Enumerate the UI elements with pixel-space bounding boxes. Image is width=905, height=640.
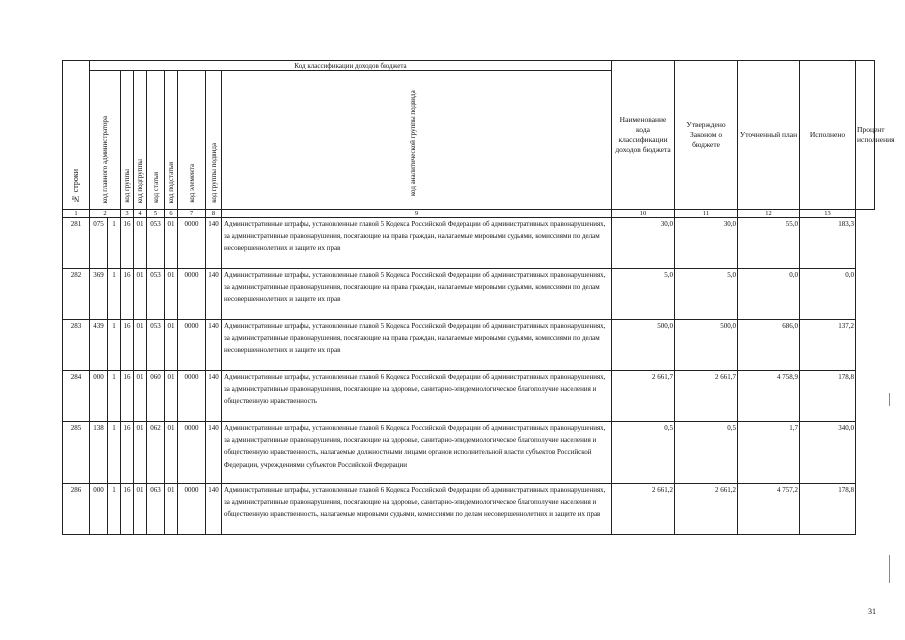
- executed-amount: 55,0: [738, 218, 800, 269]
- income-name: Административные штрафы, установленные главой 6 Кодекса Российской Федерации об административных правонарушениях, за административные правонарушения, посягающие на здоровье, санитарно-эпидемиологическое благополучие населения и общественную нравственность, налагаемые мировыми судьями, комиссиями по делам несовершеннолетних и защите их прав: [222, 484, 612, 535]
- article-code: 01: [134, 484, 147, 535]
- table-row: [63, 484, 875, 535]
- col-number: 2: [90, 210, 121, 218]
- plan-amount: 0,5: [675, 422, 738, 484]
- col-number: 7: [178, 210, 206, 218]
- group-code: 1: [108, 422, 121, 484]
- subgroup-code: 16: [121, 269, 134, 320]
- page-number: 31: [868, 607, 876, 616]
- header-group: код группы: [121, 71, 134, 210]
- percent-value: 178,8: [800, 371, 856, 422]
- admin-code: 000: [90, 484, 108, 535]
- subtype-code: 0000: [178, 422, 206, 484]
- article-code: 01: [134, 422, 147, 484]
- income-name: Административные штрафы, установленные главой 5 Кодекса Российской Федерации об административных правонарушениях, за административные правонарушения, посягающие на права граждан, налагаемые мировыми судьями, комиссиями по делам несовершеннолетних и защите их прав: [222, 269, 612, 320]
- column-number-row: [63, 210, 875, 218]
- admin-code: 075: [90, 218, 108, 269]
- percent-value: 0,0: [800, 269, 856, 320]
- approved-amount: 2 661,7: [612, 371, 675, 422]
- plan-amount: 5,0: [675, 269, 738, 320]
- header-classification-group: Код классификации доходов бюджета: [90, 61, 612, 71]
- subtype-code: 0000: [178, 371, 206, 422]
- executed-amount: 0,0: [738, 269, 800, 320]
- subgroup-code: 16: [121, 218, 134, 269]
- group-code: 1: [108, 218, 121, 269]
- subarticle-code: 053: [147, 218, 165, 269]
- element-code: 01: [165, 371, 178, 422]
- header-subarticle: код подстатьи: [165, 71, 178, 210]
- col-number: 6: [165, 210, 178, 218]
- approved-amount: 500,0: [612, 320, 675, 371]
- plan-amount: 30,0: [675, 218, 738, 269]
- executed-amount: 4 758,9: [738, 371, 800, 422]
- group-code: 1: [108, 484, 121, 535]
- element-code: 01: [165, 218, 178, 269]
- row-number: 285: [63, 422, 90, 484]
- group-code: 1: [108, 320, 121, 371]
- analytic-code: 140: [206, 371, 222, 422]
- executed-amount: 4 757,2: [738, 484, 800, 535]
- analytic-code: 140: [206, 484, 222, 535]
- subgroup-code: 16: [121, 320, 134, 371]
- admin-code: 439: [90, 320, 108, 371]
- percent-value: 183,3: [800, 218, 856, 269]
- header-approved: Утверждено Законом о бюджете: [675, 61, 738, 210]
- plan-amount: 2 661,2: [675, 484, 738, 535]
- row-number: 284: [63, 371, 90, 422]
- row-number: 282: [63, 269, 90, 320]
- percent-value: 137,2: [800, 320, 856, 371]
- admin-code: 369: [90, 269, 108, 320]
- approved-amount: 2 661,2: [612, 484, 675, 535]
- subgroup-code: 16: [121, 371, 134, 422]
- plan-amount: 500,0: [675, 320, 738, 371]
- header-subgroup: код подгруппы: [134, 71, 147, 210]
- approved-amount: 30,0: [612, 218, 675, 269]
- table-row: [63, 320, 875, 371]
- subgroup-code: 16: [121, 422, 134, 484]
- subtype-code: 0000: [178, 269, 206, 320]
- element-code: 01: [165, 422, 178, 484]
- col-number: 11: [675, 210, 738, 218]
- budget-income-table: [62, 60, 895, 535]
- subtype-code: 0000: [178, 218, 206, 269]
- income-name: Административные штрафы, установленные главой 5 Кодекса Российской Федерации об административных правонарушениях, за административные правонарушения, посягающие на права граждан, налагаемые мировыми судьями, комиссиями по делам несовершеннолетних и защите их прав: [222, 320, 612, 371]
- approved-amount: 5,0: [612, 269, 675, 320]
- approved-amount: 0,5: [612, 422, 675, 484]
- col-number: 5: [147, 210, 165, 218]
- header-subtype: код группы подвида: [206, 71, 222, 210]
- header-row-no: № строки: [63, 61, 90, 210]
- col-number: 10: [612, 210, 675, 218]
- table-row: [63, 218, 875, 269]
- subgroup-code: 16: [121, 484, 134, 535]
- plan-amount: 2 661,7: [675, 371, 738, 422]
- row-number: 286: [63, 484, 90, 535]
- group-code: 1: [108, 371, 121, 422]
- percent-value: 178,8: [800, 484, 856, 535]
- analytic-code: 140: [206, 320, 222, 371]
- article-code: 01: [134, 371, 147, 422]
- executed-amount: 1,7: [738, 422, 800, 484]
- group-code: 1: [108, 269, 121, 320]
- header-element: код элемента: [178, 71, 206, 210]
- subtype-code: 0000: [178, 484, 206, 535]
- analytic-code: 140: [206, 218, 222, 269]
- admin-code: 138: [90, 422, 108, 484]
- subarticle-code: 062: [147, 422, 165, 484]
- article-code: 01: [134, 269, 147, 320]
- element-code: 01: [165, 269, 178, 320]
- header-name: Наименование кода классификации доходов бюджета: [612, 61, 675, 210]
- edge-mark: [889, 555, 890, 583]
- table-row: [63, 422, 875, 484]
- table-row: [63, 371, 875, 422]
- row-number: 283: [63, 320, 90, 371]
- subarticle-code: 063: [147, 484, 165, 535]
- percent-value: 340,0: [800, 422, 856, 484]
- admin-code: 000: [90, 371, 108, 422]
- subarticle-code: 053: [147, 320, 165, 371]
- subarticle-code: 060: [147, 371, 165, 422]
- header-executed: Исполнено: [800, 61, 856, 210]
- executed-amount: 686,0: [738, 320, 800, 371]
- header-admin: код главного администратора: [90, 71, 121, 210]
- income-name: Административные штрафы, установленные главой 6 Кодекса Российской Федерации об административных правонарушениях, за административные правонарушения, посягающие на здоровье, санитарно-эпидемиологическое благополучие населения и общественную нравственность: [222, 371, 612, 422]
- col-number: 9: [222, 210, 612, 218]
- col-number: 13: [800, 210, 856, 218]
- table-row: [63, 269, 875, 320]
- row-number: 281: [63, 218, 90, 269]
- col-number: 12: [738, 210, 800, 218]
- analytic-code: 140: [206, 422, 222, 484]
- article-code: 01: [134, 218, 147, 269]
- header-percent: Процент исполнения: [856, 61, 875, 210]
- col-number: 8: [206, 210, 222, 218]
- col-number: 1: [63, 210, 90, 218]
- col-number: 4: [134, 210, 147, 218]
- subtype-code: 0000: [178, 320, 206, 371]
- header-plan: Уточненный план: [738, 61, 800, 210]
- subarticle-code: 053: [147, 269, 165, 320]
- element-code: 01: [165, 484, 178, 535]
- element-code: 01: [165, 320, 178, 371]
- edge-mark: [889, 393, 890, 406]
- header-analytic: код аналитической группы подвида: [222, 71, 612, 210]
- header-article: код статьи: [147, 71, 165, 210]
- col-number: 3: [121, 210, 134, 218]
- income-name: Административные штрафы, установленные главой 5 Кодекса Российской Федерации об административных правонарушениях, за административные правонарушения, посягающие на права граждан, налагаемые мировыми судьями, комиссиями по делам несовершеннолетних и защите их прав: [222, 218, 612, 269]
- article-code: 01: [134, 320, 147, 371]
- income-name: Административные штрафы, установленные главой 6 Кодекса Российской Федерации об административных правонарушениях, за административные правонарушения, посягающие на здоровье, санитарно-эпидемиологическое благополучие населения и общественную нравственность, налагаемые должностными лицами органов исполнительной власти субъектов Российской Федерации, учреждениями субъектов Российской Федерации: [222, 422, 612, 484]
- analytic-code: 140: [206, 269, 222, 320]
